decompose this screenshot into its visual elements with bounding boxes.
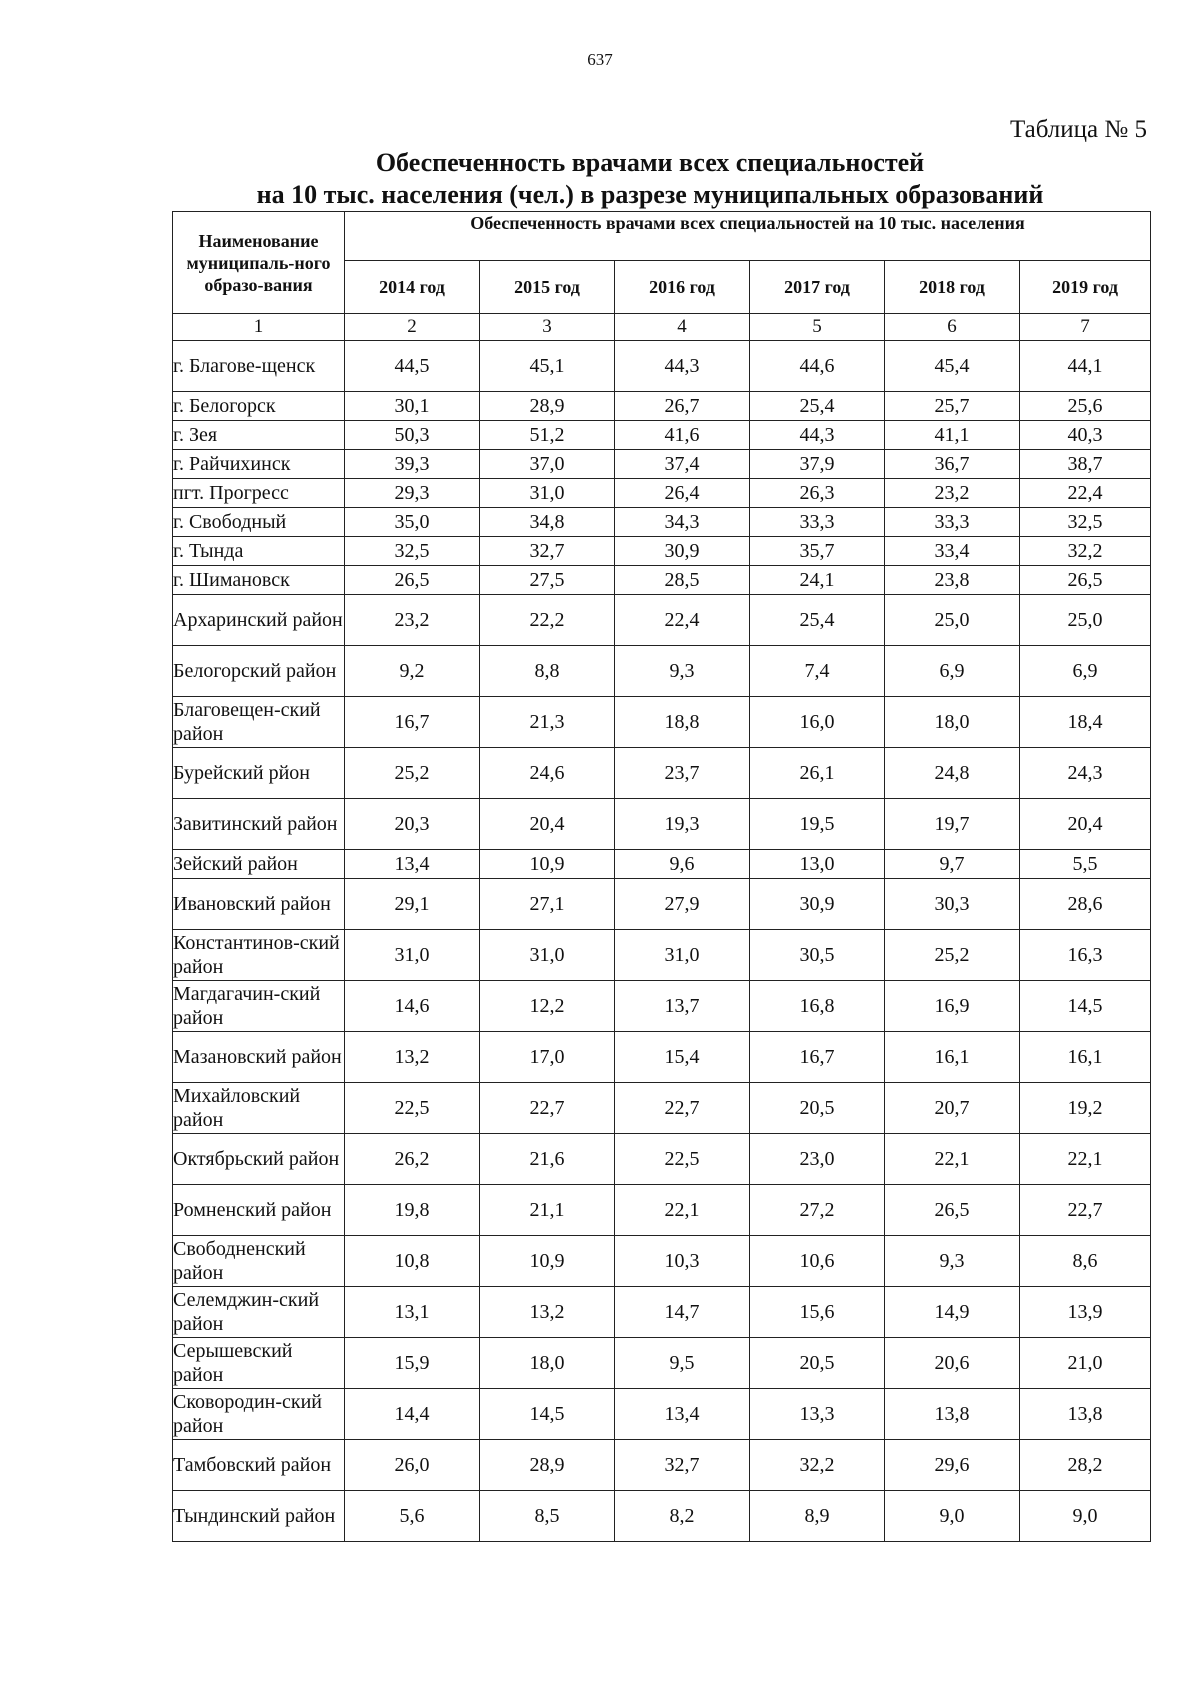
municipality-name-cell: Тамбовский район [173, 1440, 345, 1491]
value-cell: 20,4 [480, 799, 615, 850]
municipality-name-cell: Тындинский район [173, 1491, 345, 1542]
value-cell: 18,4 [1020, 697, 1151, 748]
table-row [173, 1134, 1151, 1185]
value-cell: 19,2 [1020, 1083, 1151, 1134]
value-cell: 20,6 [885, 1338, 1020, 1389]
value-cell: 16,8 [750, 981, 885, 1032]
value-cell: 51,2 [480, 421, 615, 450]
value-cell: 13,8 [885, 1389, 1020, 1440]
value-cell: 29,1 [345, 879, 480, 930]
value-cell: 23,2 [345, 595, 480, 646]
value-cell: 17,0 [480, 1032, 615, 1083]
table-row [173, 479, 1151, 508]
value-cell: 19,5 [750, 799, 885, 850]
value-cell: 5,6 [345, 1491, 480, 1542]
table-row [173, 1338, 1151, 1389]
value-cell: 10,3 [615, 1236, 750, 1287]
municipality-name-cell: Михайловский район [173, 1083, 345, 1134]
value-cell: 31,0 [480, 479, 615, 508]
municipality-name-cell: Благовещен-ский район [173, 697, 345, 748]
table-row [173, 508, 1151, 537]
value-cell: 22,7 [480, 1083, 615, 1134]
value-cell: 15,4 [615, 1032, 750, 1083]
value-cell: 32,5 [1020, 508, 1151, 537]
value-cell: 10,9 [480, 850, 615, 879]
value-cell: 9,2 [345, 646, 480, 697]
value-cell: 34,8 [480, 508, 615, 537]
table-row [173, 341, 1151, 392]
value-cell: 27,9 [615, 879, 750, 930]
table-label: Таблица № 5 [1009, 116, 1147, 143]
column-number: 5 [750, 314, 885, 341]
value-cell: 6,9 [1020, 646, 1151, 697]
municipality-name-cell: Бурейский рйон [173, 748, 345, 799]
value-cell: 28,2 [1020, 1440, 1151, 1491]
value-cell: 45,4 [885, 341, 1020, 392]
value-cell: 26,3 [750, 479, 885, 508]
value-cell: 44,3 [750, 421, 885, 450]
value-cell: 38,7 [1020, 450, 1151, 479]
municipality-name-cell: Ивановский район [173, 879, 345, 930]
table-row [173, 1440, 1151, 1491]
municipality-name-cell: Завитинский район [173, 799, 345, 850]
value-cell: 16,0 [750, 697, 885, 748]
municipality-name-cell: Серышевский район [173, 1338, 345, 1389]
value-cell: 13,4 [615, 1389, 750, 1440]
value-cell: 26,5 [885, 1185, 1020, 1236]
column-number: 4 [615, 314, 750, 341]
title-line-2: на 10 тыс. населения (чел.) в разрезе муниципальных образований [256, 180, 1044, 209]
value-cell: 9,5 [615, 1338, 750, 1389]
municipality-name-cell: пгт. Прогресс [173, 479, 345, 508]
value-cell: 25,0 [885, 595, 1020, 646]
value-cell: 22,1 [1020, 1134, 1151, 1185]
value-cell: 23,2 [885, 479, 1020, 508]
value-cell: 30,9 [615, 537, 750, 566]
value-cell: 22,7 [615, 1083, 750, 1134]
value-cell: 30,9 [750, 879, 885, 930]
value-cell: 20,5 [750, 1083, 885, 1134]
value-cell: 32,7 [615, 1440, 750, 1491]
value-cell: 10,6 [750, 1236, 885, 1287]
value-cell: 19,7 [885, 799, 1020, 850]
municipality-name-cell: Магдагачин-ский район [173, 981, 345, 1032]
table-row [173, 1389, 1151, 1440]
value-cell: 37,4 [615, 450, 750, 479]
value-cell: 44,1 [1020, 341, 1151, 392]
municipality-name-cell: Мазановский район [173, 1032, 345, 1083]
value-cell: 37,0 [480, 450, 615, 479]
year-header: 2017 год [750, 261, 885, 314]
table-row [173, 392, 1151, 421]
value-cell: 44,5 [345, 341, 480, 392]
municipality-name-cell: Белогорский район [173, 646, 345, 697]
value-cell: 23,0 [750, 1134, 885, 1185]
value-cell: 32,5 [345, 537, 480, 566]
value-cell: 22,5 [615, 1134, 750, 1185]
page-number: 637 [587, 50, 613, 69]
value-cell: 20,4 [1020, 799, 1151, 850]
value-cell: 19,8 [345, 1185, 480, 1236]
value-cell: 18,8 [615, 697, 750, 748]
value-cell: 28,6 [1020, 879, 1151, 930]
value-cell: 13,8 [1020, 1389, 1151, 1440]
value-cell: 25,7 [885, 392, 1020, 421]
municipality-name-cell: Сковородин-ский район [173, 1389, 345, 1440]
value-cell: 16,7 [750, 1032, 885, 1083]
value-cell: 27,5 [480, 566, 615, 595]
value-cell: 22,4 [1020, 479, 1151, 508]
column-number: 2 [345, 314, 480, 341]
value-cell: 22,2 [480, 595, 615, 646]
value-cell: 27,2 [750, 1185, 885, 1236]
value-cell: 25,4 [750, 392, 885, 421]
table-row [173, 537, 1151, 566]
column-number: 7 [1020, 314, 1151, 341]
provision-group-header: Обеспеченность врачами всех специальностей на 10 тыс. населения [345, 212, 1151, 261]
provision-table [172, 211, 1151, 1542]
year-header: 2015 год [480, 261, 615, 314]
value-cell: 31,0 [345, 930, 480, 981]
year-header: 2016 год [615, 261, 750, 314]
value-cell: 20,7 [885, 1083, 1020, 1134]
value-cell: 8,6 [1020, 1236, 1151, 1287]
value-cell: 13,7 [615, 981, 750, 1032]
value-cell: 30,3 [885, 879, 1020, 930]
municipality-name-cell: г. Райчихинск [173, 450, 345, 479]
value-cell: 13,4 [345, 850, 480, 879]
municipality-name-cell: Зейский район [173, 850, 345, 879]
table-row [173, 850, 1151, 879]
value-cell: 34,3 [615, 508, 750, 537]
value-cell: 14,7 [615, 1287, 750, 1338]
municipality-name-cell: г. Белогорск [173, 392, 345, 421]
value-cell: 13,9 [1020, 1287, 1151, 1338]
value-cell: 18,0 [480, 1338, 615, 1389]
value-cell: 24,3 [1020, 748, 1151, 799]
municipality-name-cell: Архаринский район [173, 595, 345, 646]
year-header: 2019 год [1020, 261, 1151, 314]
table-row [173, 595, 1151, 646]
value-cell: 35,7 [750, 537, 885, 566]
value-cell: 32,2 [750, 1440, 885, 1491]
year-header: 2014 год [345, 261, 480, 314]
value-cell: 28,9 [480, 1440, 615, 1491]
table-row [173, 930, 1151, 981]
value-cell: 40,3 [1020, 421, 1151, 450]
value-cell: 41,6 [615, 421, 750, 450]
value-cell: 6,9 [885, 646, 1020, 697]
value-cell: 22,7 [1020, 1185, 1151, 1236]
value-cell: 25,6 [1020, 392, 1151, 421]
municipality-name-cell: Свободненский район [173, 1236, 345, 1287]
table-row [173, 421, 1151, 450]
table-row [173, 799, 1151, 850]
value-cell: 22,1 [615, 1185, 750, 1236]
value-cell: 22,4 [615, 595, 750, 646]
value-cell: 33,3 [885, 508, 1020, 537]
value-cell: 28,5 [615, 566, 750, 595]
municipality-name-cell: Селемджин-ский район [173, 1287, 345, 1338]
value-cell: 8,8 [480, 646, 615, 697]
value-cell: 28,9 [480, 392, 615, 421]
value-cell: 26,5 [1020, 566, 1151, 595]
value-cell: 18,0 [885, 697, 1020, 748]
value-cell: 8,2 [615, 1491, 750, 1542]
year-header: 2018 год [885, 261, 1020, 314]
value-cell: 45,1 [480, 341, 615, 392]
value-cell: 14,6 [345, 981, 480, 1032]
value-cell: 21,0 [1020, 1338, 1151, 1389]
value-cell: 24,6 [480, 748, 615, 799]
column-number: 6 [885, 314, 1020, 341]
value-cell: 20,3 [345, 799, 480, 850]
value-cell: 50,3 [345, 421, 480, 450]
value-cell: 32,7 [480, 537, 615, 566]
table-row [173, 981, 1151, 1032]
value-cell: 26,5 [345, 566, 480, 595]
value-cell: 25,2 [345, 748, 480, 799]
value-cell: 9,6 [615, 850, 750, 879]
value-cell: 26,0 [345, 1440, 480, 1491]
table-row [173, 1491, 1151, 1542]
municipality-column-header: Наименование муниципаль-ного образо-вания [173, 212, 345, 314]
value-cell: 22,5 [345, 1083, 480, 1134]
value-cell: 8,5 [480, 1491, 615, 1542]
title-line-1: Обеспеченность врачами всех специальностей [375, 148, 925, 177]
municipality-name-cell: Ромненский район [173, 1185, 345, 1236]
column-number: 1 [173, 314, 345, 341]
municipality-name-cell: г. Тында [173, 537, 345, 566]
value-cell: 13,3 [750, 1389, 885, 1440]
value-cell: 9,3 [615, 646, 750, 697]
column-number: 3 [480, 314, 615, 341]
value-cell: 24,1 [750, 566, 885, 595]
value-cell: 26,2 [345, 1134, 480, 1185]
value-cell: 26,7 [615, 392, 750, 421]
value-cell: 32,2 [1020, 537, 1151, 566]
value-cell: 25,4 [750, 595, 885, 646]
table-row [173, 1287, 1151, 1338]
table-title [0, 147, 1200, 211]
value-cell: 13,1 [345, 1287, 480, 1338]
value-cell: 31,0 [480, 930, 615, 981]
value-cell: 12,2 [480, 981, 615, 1032]
table-row [173, 1236, 1151, 1287]
value-cell: 14,5 [1020, 981, 1151, 1032]
value-cell: 30,5 [750, 930, 885, 981]
column-number-row [173, 314, 1151, 341]
municipality-name-cell: г. Шимановск [173, 566, 345, 595]
municipality-name-cell: Октябрьский район [173, 1134, 345, 1185]
value-cell: 16,9 [885, 981, 1020, 1032]
value-cell: 21,1 [480, 1185, 615, 1236]
value-cell: 23,8 [885, 566, 1020, 595]
value-cell: 35,0 [345, 508, 480, 537]
value-cell: 44,3 [615, 341, 750, 392]
value-cell: 36,7 [885, 450, 1020, 479]
table-body [173, 341, 1151, 1542]
value-cell: 22,1 [885, 1134, 1020, 1185]
value-cell: 15,9 [345, 1338, 480, 1389]
value-cell: 26,4 [615, 479, 750, 508]
value-cell: 23,7 [615, 748, 750, 799]
value-cell: 9,0 [1020, 1491, 1151, 1542]
value-cell: 25,2 [885, 930, 1020, 981]
table-row [173, 566, 1151, 595]
table-row [173, 646, 1151, 697]
value-cell: 21,6 [480, 1134, 615, 1185]
value-cell: 9,7 [885, 850, 1020, 879]
value-cell: 27,1 [480, 879, 615, 930]
value-cell: 37,9 [750, 450, 885, 479]
value-cell: 9,3 [885, 1236, 1020, 1287]
value-cell: 19,3 [615, 799, 750, 850]
value-cell: 8,9 [750, 1491, 885, 1542]
value-cell: 10,9 [480, 1236, 615, 1287]
value-cell: 39,3 [345, 450, 480, 479]
value-cell: 25,0 [1020, 595, 1151, 646]
value-cell: 33,4 [885, 537, 1020, 566]
value-cell: 13,2 [345, 1032, 480, 1083]
value-cell: 21,3 [480, 697, 615, 748]
table-row [173, 1032, 1151, 1083]
value-cell: 41,1 [885, 421, 1020, 450]
value-cell: 14,9 [885, 1287, 1020, 1338]
value-cell: 30,1 [345, 392, 480, 421]
value-cell: 14,4 [345, 1389, 480, 1440]
value-cell: 5,5 [1020, 850, 1151, 879]
value-cell: 16,1 [1020, 1032, 1151, 1083]
value-cell: 44,6 [750, 341, 885, 392]
value-cell: 7,4 [750, 646, 885, 697]
table-row [173, 1185, 1151, 1236]
value-cell: 10,8 [345, 1236, 480, 1287]
municipality-name-cell: г. Благове-щенск [173, 341, 345, 392]
value-cell: 29,3 [345, 479, 480, 508]
value-cell: 9,0 [885, 1491, 1020, 1542]
value-cell: 20,5 [750, 1338, 885, 1389]
value-cell: 13,0 [750, 850, 885, 879]
value-cell: 16,3 [1020, 930, 1151, 981]
municipality-name-cell: Константинов-ский район [173, 930, 345, 981]
value-cell: 33,3 [750, 508, 885, 537]
table-row [173, 697, 1151, 748]
table-row [173, 748, 1151, 799]
table-row [173, 1083, 1151, 1134]
table-row [173, 879, 1151, 930]
table-row [173, 450, 1151, 479]
value-cell: 24,8 [885, 748, 1020, 799]
value-cell: 16,7 [345, 697, 480, 748]
value-cell: 13,2 [480, 1287, 615, 1338]
value-cell: 26,1 [750, 748, 885, 799]
value-cell: 16,1 [885, 1032, 1020, 1083]
municipality-name-cell: г. Свободный [173, 508, 345, 537]
municipality-name-cell: г. Зея [173, 421, 345, 450]
value-cell: 29,6 [885, 1440, 1020, 1491]
value-cell: 14,5 [480, 1389, 615, 1440]
value-cell: 15,6 [750, 1287, 885, 1338]
value-cell: 31,0 [615, 930, 750, 981]
